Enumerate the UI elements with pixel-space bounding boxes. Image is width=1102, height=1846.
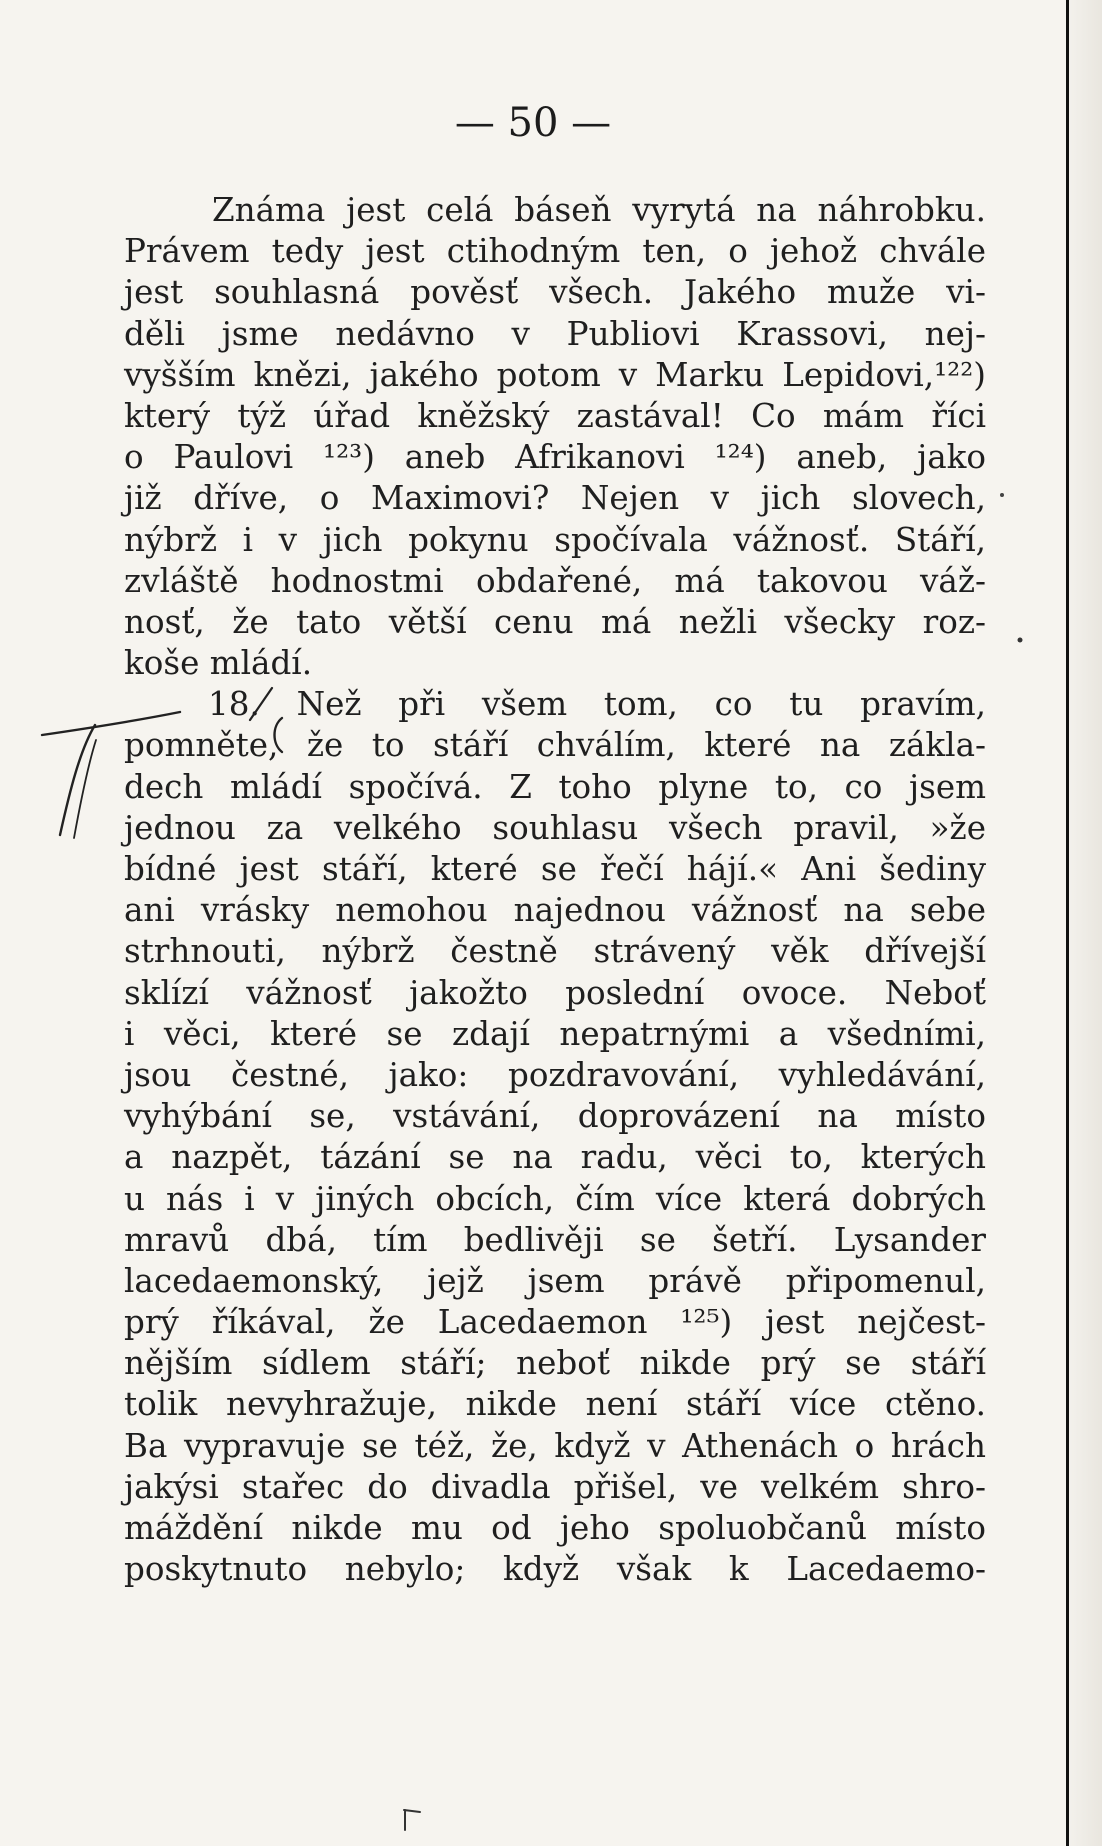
text-line: ani vrásky nemohou najednou vážnosť na sebe [124, 891, 986, 930]
text-line: u nás i v jiných obcích, čím více která dobrých [124, 1179, 986, 1218]
text-line: Právem tedy jest ctihodným ten, o jehož chvále [124, 232, 986, 271]
text-line: máždění nikde mu od jeho spoluobčanů místo [124, 1509, 986, 1547]
body-text [124, 190, 986, 1590]
text-line: jakýsi stařec do divadla přišel, ve velkém shro- [124, 1467, 986, 1506]
text-line: zvláště hodnostmi obdařené, má takovou váž- [124, 561, 986, 600]
pen-bottom-tick [404, 1810, 420, 1830]
text-line: sklízí vážnosť jakožto poslední ovoce. Neboť [124, 973, 986, 1012]
page-edge [1066, 0, 1102, 1846]
text-line: Ba vypravuje se též, že, když v Athenách o hrách [124, 1426, 986, 1465]
pen-margin-stroke [74, 740, 96, 838]
text-line: poskytnuto nebylo; když však k Lacedaemo- [124, 1550, 986, 1589]
text-line: dech mládí spočívá. Z toho plyne to, co jsem [124, 767, 986, 806]
text-line: mravů dbá, tím bedlivěji se šetří. Lysander [124, 1220, 986, 1259]
text-line: již dříve, o Maximovi? Nejen v jich slovech, [124, 479, 986, 518]
text-line: tolik nevyhražuje, nikde není stáří více ctěno. [124, 1385, 986, 1424]
text-line: který týž úřad kněžský zastával! Co mám říci [124, 396, 986, 435]
text-line: Známa jest celá báseň vyrytá na náhrobku. [212, 191, 986, 229]
text-line: a nazpět, tázání se na radu, věci to, kterých [124, 1138, 986, 1177]
text-line: vyhýbání se, vstávání, doprovázení na místo [124, 1097, 986, 1136]
text-line: děli jsme nedávno v Publiovi Krassovi, nej- [124, 314, 986, 353]
text-line: jsou čestné, jako: pozdravování, vyhledávání, [124, 1055, 986, 1094]
text-line: nýbrž i v jich pokynu spočívala vážnosť. Stáří, [124, 520, 986, 559]
text-line: 18. Než při všem tom, co tu pravím, [208, 685, 986, 724]
text-line: jest souhlasná pověsť všech. Jakého muže vi- [124, 273, 986, 312]
text-line: vyšším knězi, jakého potom v Marku Lepidovi,¹²²) [124, 355, 986, 394]
text-line: bídné jest stáří, které se řečí hájí.« Ani šediny [124, 850, 986, 888]
text-line: i věci, které se zdají nepatrnými a všedními, [124, 1014, 986, 1053]
text-line: jednou za velkého souhlasu všech pravil, »že [124, 808, 986, 847]
text-line: koše mládí. [124, 644, 313, 683]
text-line: prý říkával, že Lacedaemon ¹²⁵) jest nejčest- [124, 1303, 986, 1342]
ink-speck [1018, 638, 1023, 643]
text-line: strhnouti, nýbrž čestně strávený věk dřívejší [124, 932, 986, 971]
text-line: nějším sídlem stáří; neboť nikde prý se stáří [124, 1344, 986, 1383]
page-number: — 50 — [454, 100, 612, 146]
text-line: lacedaemonský, jejž jsem právě připomenul, [124, 1261, 986, 1300]
text-line: nosť, že tato větší cenu má nežli všecky roz- [124, 602, 986, 641]
ink-speck [1000, 493, 1004, 497]
text-line: pomněte, že to stáří chválím, které na zákla- [124, 726, 986, 765]
text-line: o Paulovi ¹²³) aneb Afrikanovi ¹²⁴) aneb, jako [124, 438, 986, 477]
